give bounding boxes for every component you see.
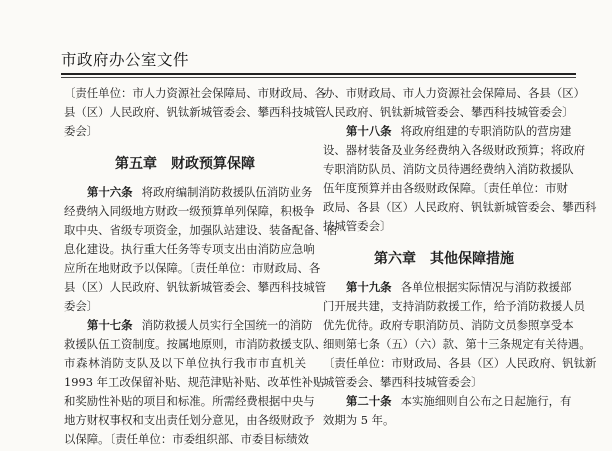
right-column: [323, 84, 597, 430]
article-text: 各单位根据实际情况与消防救援部: [400, 280, 572, 294]
article-label: 第十九条: [346, 280, 392, 294]
left-column: [64, 84, 338, 449]
text-line: 取中央、省级专项资金，加强队站建设、装备配备、信: [64, 223, 338, 237]
text-line: 城管委会、攀西科技城管委会〕: [323, 375, 483, 389]
chapter-6-heading: 第六章 其他保障措施: [374, 251, 514, 267]
text-line: 委会〕: [64, 299, 99, 313]
text-line: 市森林消防支队及以下单位执行我市市直机关: [64, 356, 306, 370]
text-line: 〔责任单位：市人力资源社会保障局、市财政局、各: [64, 86, 326, 100]
text-line: 专职消防队员、消防文员待遇经费纳入消防救援队: [323, 162, 574, 176]
text-line: 人民政府、钒钛新城管委会、攀西科技城管委会〕: [323, 105, 574, 119]
text-line: 设、器材装备及业务经费纳入各级财政预算；将政府: [323, 143, 585, 157]
text-line: [323, 278, 572, 297]
text-line: 伍年度预算并由各级财政保障。〔责任单位：市财: [323, 181, 568, 195]
text-line: [323, 122, 572, 141]
text-line: [64, 316, 313, 335]
text-line: 以保障。〔责任单位：市委组织部、市委目标绩效: [64, 432, 309, 446]
text-line: [323, 392, 572, 411]
text-line: 委会〕: [64, 124, 99, 138]
text-line: 地方财权事权和支出责任划分意见，由各级财政予: [64, 413, 315, 427]
article-19: [323, 278, 597, 392]
text-line: 县（区）人民政府、钒钛新城管委会、攀西科技城管: [64, 280, 326, 294]
continuation-paragraph: [64, 84, 326, 141]
article-label: 第二十条: [346, 394, 392, 408]
text-line: 效期为 5 年。: [323, 413, 395, 427]
text-line: 办、市财政局、市人力资源社会保障局、各县（区）: [323, 86, 585, 100]
page-header-title: 市政府办公室文件: [61, 51, 190, 69]
article-label: 第十八条: [346, 124, 392, 138]
text-line: 细则第七条（五）（六）款、第十三条规定有关待遇。: [323, 337, 591, 351]
continuation-paragraph: [323, 84, 585, 122]
article-16: [64, 183, 338, 316]
text-line: 〔责任单位：市财政局、各县（区）人民政府、钒钛新: [323, 356, 597, 370]
article-text: 消防救援人员实行全国统一的消防: [141, 318, 313, 332]
text-line: 和奖励性补贴的项目和标准。所需经费根据中央与: [64, 394, 315, 408]
article-label: 第十七条: [87, 318, 133, 332]
text-line: 政局、各县（区）人民政府、钒钛新城管委会、攀西科: [323, 200, 597, 214]
article-text: 将政府组建的专职消防队的营房建: [400, 124, 572, 138]
article-18: [323, 122, 597, 236]
text-line: 应所在地财政予以保障。〔责任单位：市财政局、各: [64, 261, 321, 275]
header-rule-thick: [61, 73, 576, 75]
chapter-5-heading: 第五章 财政预算保障: [115, 156, 255, 172]
article-20: [323, 392, 572, 430]
text-line: 息化建设。执行重大任务等专项支出由消防应急响: [64, 242, 315, 256]
text-line: 经费纳入同级地方财政一级预算单列保障，积极争: [64, 204, 315, 218]
text-line: 优先优待。政府专职消防员、消防文员参照享受本: [323, 318, 574, 332]
article-text: 将政府编制消防救援队伍消防业务: [141, 185, 313, 199]
article-text: 本实施细则自公布之日起施行，有: [400, 394, 572, 408]
text-line: 救援队伍工资制度。按属地原则，市消防救援支队、: [64, 337, 326, 351]
text-line: [64, 183, 313, 202]
text-line: 1993 年工改保留补贴、规范津贴补贴、改革性补贴: [64, 375, 325, 389]
text-line: 县（区）人民政府、钒钛新城管委会、攀西科技城管: [64, 105, 326, 119]
text-line: 技城管委会〕: [323, 219, 392, 233]
text-line: 门开展共建，支持消防救援工作，给予消防救援人员: [323, 299, 585, 313]
header-rule-thin: [61, 77, 576, 78]
article-label: 第十六条: [87, 185, 133, 199]
article-17: [64, 316, 326, 449]
